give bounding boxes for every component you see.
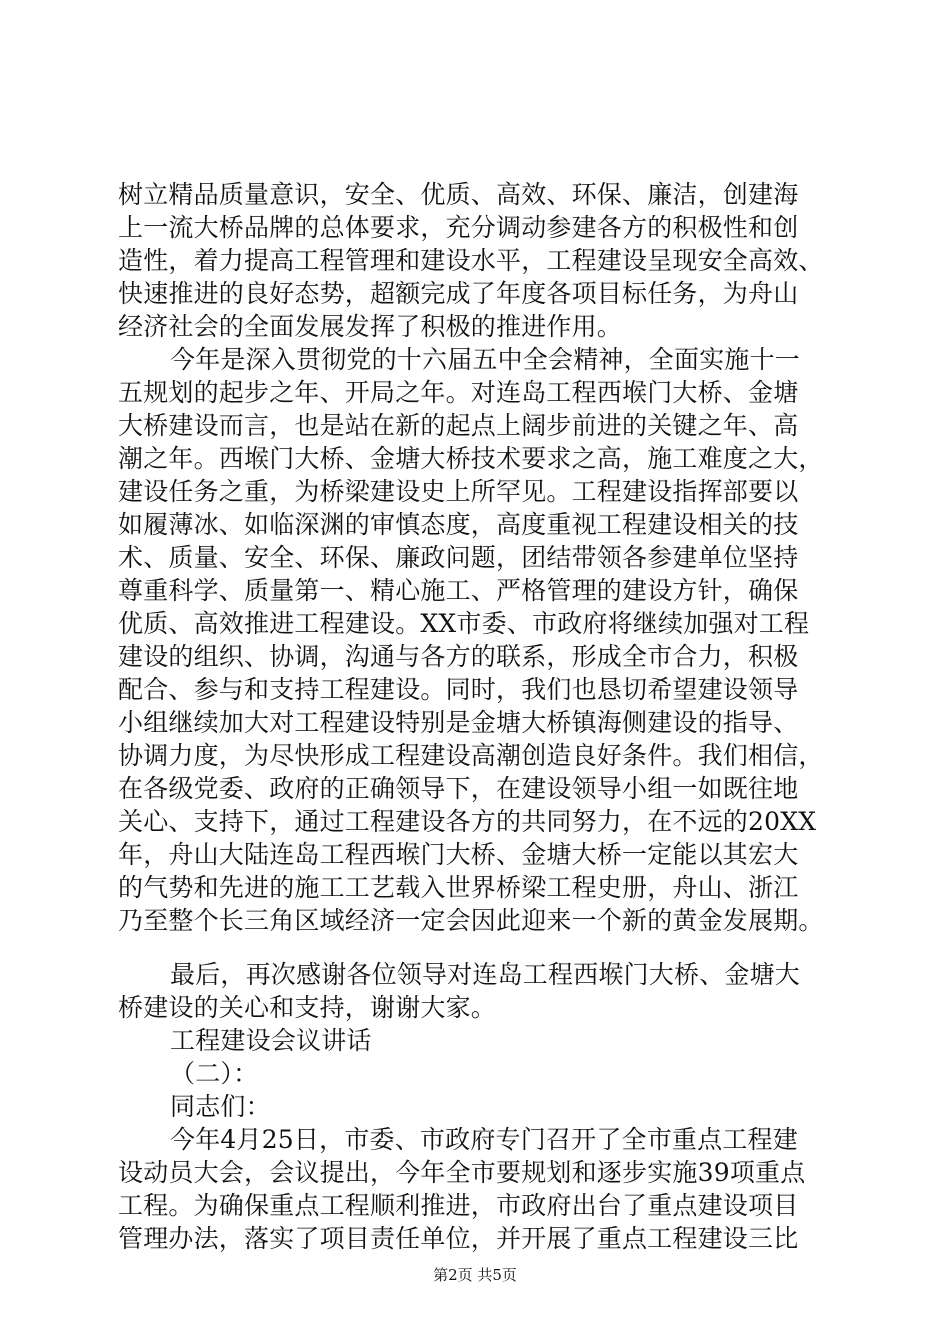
text-line: 桥建设的关心和支持，谢谢大家。 [118,993,497,1022]
text-line: 的气势和先进的施工工艺载入世界桥梁工程史册，舟山、浙江 [118,873,799,902]
section-number: （二）： [170,1059,259,1088]
text-line: 上一流大桥品牌的总体要求，充分调动参建各方的积极性和创 [118,213,799,242]
section-title: 工程建设会议讲话 [170,1026,372,1055]
text-line: 造性，着力提高工程管理和建设水平，工程建设呈现安全高效、 [118,246,824,275]
text-line: 快速推进的良好态势，超额完成了年度各项目标任务，为舟山 [118,279,799,308]
text-line: 如履薄冰、如临深渊的审慎态度，高度重视工程建设相关的技 [118,510,799,539]
text-line: 设动员大会，会议提出，今年全市要规划和逐步实施39项重点 [118,1158,806,1187]
text-line: 最后，再次感谢各位领导对连岛工程西堠门大桥、金塘大 [170,960,801,989]
text-line: 五规划的起步之年、开局之年。对连岛工程西堠门大桥、金塘 [118,378,799,407]
text-line: 建设的组织、协调，沟通与各方的联系，形成全市合力，积极 [118,642,799,671]
text-line: 管理办法，落实了项目责任单位，并开展了重点工程建设三比 [118,1224,799,1253]
text-line: 术、质量、安全、环保、廉政问题，团结带领各参建单位坚持 [118,543,799,572]
text-line: 尊重科学、质量第一、精心施工、严格管理的建设方针，确保 [118,576,799,605]
text-line: 优质、高效推进工程建设。XX市委、市政府将继续加强对工程 [118,609,810,638]
text-line: 经济社会的全面发展发挥了积极的推进作用。 [118,312,623,341]
text-line: 建设任务之重，为桥梁建设史上所罕见。工程建设指挥部要以 [118,477,799,506]
text-line: 小组继续加大对工程建设特别是金塘大桥镇海侧建设的指导、 [118,708,799,737]
text-line: 今年4月25日，市委、市政府专门召开了全市重点工程建 [170,1125,798,1154]
text-line: 工程。为确保重点工程顺利推进，市政府出台了重点建设项目 [118,1191,799,1220]
text-line: 潮之年。西堠门大桥、金塘大桥技术要求之高，施工难度之大， [118,444,824,473]
text-line: 大桥建设而言，也是站在新的起点上阔步前进的关键之年、高 [118,411,799,440]
text-line: 配合、参与和支持工程建设。同时，我们也恳切希望建设领导 [118,675,799,704]
text-line: 关心、支持下，通过工程建设各方的共同努力，在不远的20XX [118,807,817,836]
text-line: 树立精品质量意识，安全、优质、高效、环保、廉洁，创建海 [118,180,799,209]
page-footer: 第2页 共5页 [433,1266,517,1284]
text-line: 协调力度，为尽快形成工程建设高潮创造良好条件。我们相信， [118,741,824,770]
salutation: 同志们： [170,1092,271,1121]
text-line: 在各级党委、政府的正确领导下，在建设领导小组一如既往地 [118,774,799,803]
text-line: 今年是深入贯彻党的十六届五中全会精神，全面实施十一 [170,345,801,374]
text-line: 年，舟山大陆连岛工程西堠门大桥、金塘大桥一定能以其宏大 [118,840,799,869]
text-line: 乃至整个长三角区域经济一定会因此迎来一个新的黄金发展期。 [118,906,824,935]
